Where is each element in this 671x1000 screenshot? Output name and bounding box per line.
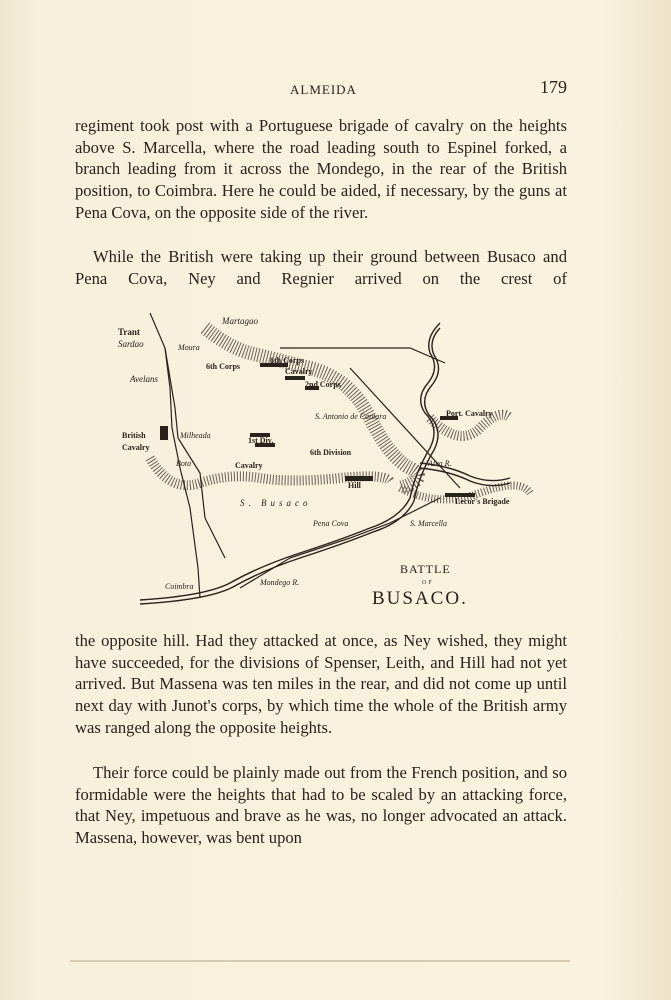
map-label-moura: Moura (178, 343, 200, 352)
map-label-british-cavalry-1: British (122, 431, 146, 440)
map-title-busaco: BUSACO. (372, 588, 468, 609)
map-title-of: OF (422, 580, 434, 586)
map-label-british-cavalry-2: Cavalry (122, 443, 150, 452)
map-label-hill: Hill (348, 481, 361, 490)
map-label-avelans: Avelans (130, 374, 158, 384)
map-label-milheada: Milheada (180, 431, 211, 440)
paragraph-2: While the British were taking up their ground between Busaco and Pena Cova, Ney and Regnier arrived on the crest of (75, 247, 567, 288)
map-label-alva: Alva R. (428, 459, 452, 468)
map-label-port-cavalry: Port. Cavalry (446, 409, 493, 418)
map-label-bota: Bota (176, 459, 192, 468)
map-label-coimbra: Coimbra (165, 582, 194, 591)
battle-map (110, 308, 550, 613)
page-edge-line (70, 960, 570, 962)
page-number: 179 (540, 77, 567, 97)
paragraph-1: regiment took post with a Portuguese brigade of cavalry on the heights above S. Marcella, where the road leading south to Espinel forked, a branch leading from it across the Mondego, in the rear of the British position, to Coimbra. Here he could be aided, if necessary, by the guns at Pena Cova, on the opposite side of the river. (75, 116, 567, 222)
paragraph-3: the opposite hill. Had they attacked at once, as Ney wished, they might have succeeded, for the divisions of Spenser, Leith, and Hill had not yet arrived. But Massena was ten miles in the rear, and did not come up until next day with Junot's corps, by which time the whole of the British army was ranged along the opposite heights. (75, 631, 567, 737)
map-label-2nd-corps: 2nd Corps (305, 380, 341, 389)
running-header (75, 77, 567, 100)
map-label-marcella: S. Marcella (410, 519, 448, 528)
map-label-cavalry-1: Cavalry (285, 367, 313, 376)
map-label-cavalry-2: Cavalry (235, 461, 263, 470)
map-label-trant: Trant (118, 327, 140, 337)
map-label-sardao: Sardao (118, 339, 144, 349)
map-label-martagao: Martagao (222, 316, 258, 326)
map-title-battle: BATTLE (400, 562, 451, 576)
map-label-lecor: Lecor's Brigade (455, 497, 510, 506)
paragraph-4: Their force could be plainly made out from the French position, and so formidable were the heights that had to be scaled by an attacking force, that Ney, impetuous and brave as he was, no longer advocated an attack. Massena, however, was bent upon (75, 763, 567, 848)
battle-map-drawing (110, 308, 550, 613)
map-label-8th-corps: 8th Corps (270, 356, 305, 365)
map-label-6th-division: 6th Division (310, 448, 352, 457)
map-label-cantara: S. Antonio de Cantara (315, 412, 387, 421)
map-label-6th-corps: 6th Corps (206, 362, 241, 371)
running-title: ALMEIDA (290, 82, 357, 97)
map-label-mondego: Mondego R. (260, 578, 300, 587)
map-label-busaco: S. Busaco (240, 498, 312, 508)
map-label-pena-cova: Pena Cova (313, 519, 349, 528)
map-label-1st-div: 1st Div. (248, 436, 274, 445)
